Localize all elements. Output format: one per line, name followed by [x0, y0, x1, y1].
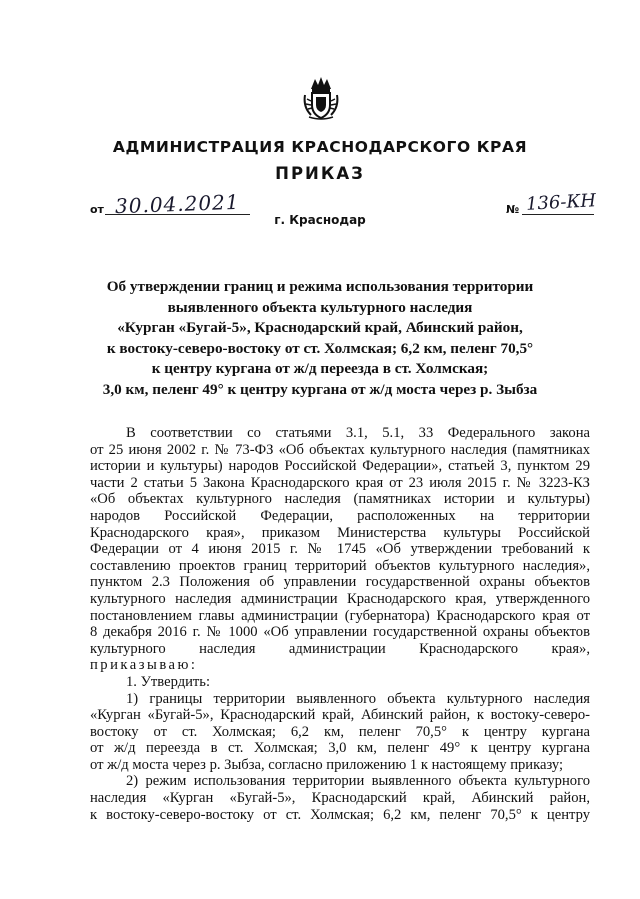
handwritten-number: 136-КН — [525, 190, 597, 215]
title-line: к востоку-северо-востоку от ст. Холмская; 6,2 км, пеленг 70,5° — [106, 339, 534, 357]
number-label: № — [506, 203, 520, 216]
body-line: 1. Утвердить: — [126, 673, 211, 690]
body-line: от 25 июня 2002 г. № 73-ФЗ «Об объектах культурного наследия (памятниках — [90, 441, 590, 458]
body-line: от ж/д переезда в ст. Холмская; 3,0 км, пеленг 49° к центру кургана — [90, 740, 590, 757]
date-label: от — [90, 203, 104, 216]
title-line: Об утверждении границ и режима использования территории — [106, 278, 534, 295]
title-line: 3,0 км, пеленг 49° к центру кургана от ж/д моста через р. Зыбза — [102, 380, 538, 398]
body-line: постановлением главы администрации (губернатора) Краснодарского края от — [90, 607, 590, 624]
coat-of-arms-icon — [303, 75, 339, 121]
body-line: Краснодарского края», приказом Министерства культуры Российской — [90, 524, 590, 541]
body-line: В соответствии со статьями 3.1, 5.1, 33 Федерального закона — [126, 425, 590, 441]
body-line: народов Российской Федерации, расположенных на территории — [90, 507, 590, 524]
body-line-prikazyvayu: приказываю: — [90, 657, 198, 674]
title-line: к центру кургана от ж/д переезда в ст. Холмская; — [151, 360, 489, 377]
body-line: наследия «Курган «Бугай-5», Краснодарский край, Абинский район, — [90, 790, 590, 807]
body-line: Федерации от 4 июня 2015 г. № 1745 «Об утверждении требований к — [90, 541, 590, 558]
body-line: от ж/д моста через р. Зыбза, согласно приложению 1 к настоящему приказу; — [90, 756, 564, 773]
body-line: к востоку-северо-востоку от ст. Холмская; 6,2 км, пеленг 70,5° к центру — [90, 806, 590, 823]
body-line: 8 декабря 2016 г. № 1000 «Об управлении государственной охраны объектов — [90, 624, 590, 641]
body-line: части 2 статьи 5 Закона Краснодарского края от 23 июля 2015 г. № 3223-КЗ — [90, 474, 590, 491]
body-line: истории и культуры) народов Российской Федерации», статьей 3, пунктом 29 — [90, 458, 590, 475]
handwritten-date: 30.04.2021 — [114, 189, 240, 219]
order-title — [90, 277, 550, 400]
body-line: 1) границы территории выявленного объекта культурного наследия — [126, 690, 590, 707]
body-line: 2) режим использования территории выявленного объекта культурного — [126, 773, 590, 790]
body-line: культурного наследия администрации Краснодарского края, утвержденного — [90, 590, 590, 607]
body-line: составлению проектов границ территорий объектов культурного наследия», — [90, 557, 590, 574]
body-line: востоку от ст. Холмская; 6,2 км, пеленг 70,5° к центру кургана — [90, 723, 590, 740]
document-type: ПРИКАЗ — [275, 164, 365, 183]
organization-name: АДМИНИСТРАЦИЯ КРАСНОДАРСКОГО КРАЯ — [112, 138, 528, 156]
title-line: выявленного объекта культурного наследия — [167, 298, 473, 316]
body-line: «Курган «Бугай-5», Краснодарский край, Абинский район, к востоку-северо- — [90, 707, 590, 724]
body-line: культурного наследия администрации Краснодарского края», — [90, 640, 590, 657]
body-line: пунктом 2.3 Положения об управлении государственной охраны объектов — [90, 574, 590, 591]
title-line: «Курган «Бугай-5», Краснодарский край, Абинский район, — [117, 319, 523, 336]
order-body — [90, 425, 590, 823]
body-line: «Об объектах культурного наследия (памятниках истории и культуры) — [90, 491, 590, 508]
city-name: г. Краснодар — [274, 213, 366, 227]
